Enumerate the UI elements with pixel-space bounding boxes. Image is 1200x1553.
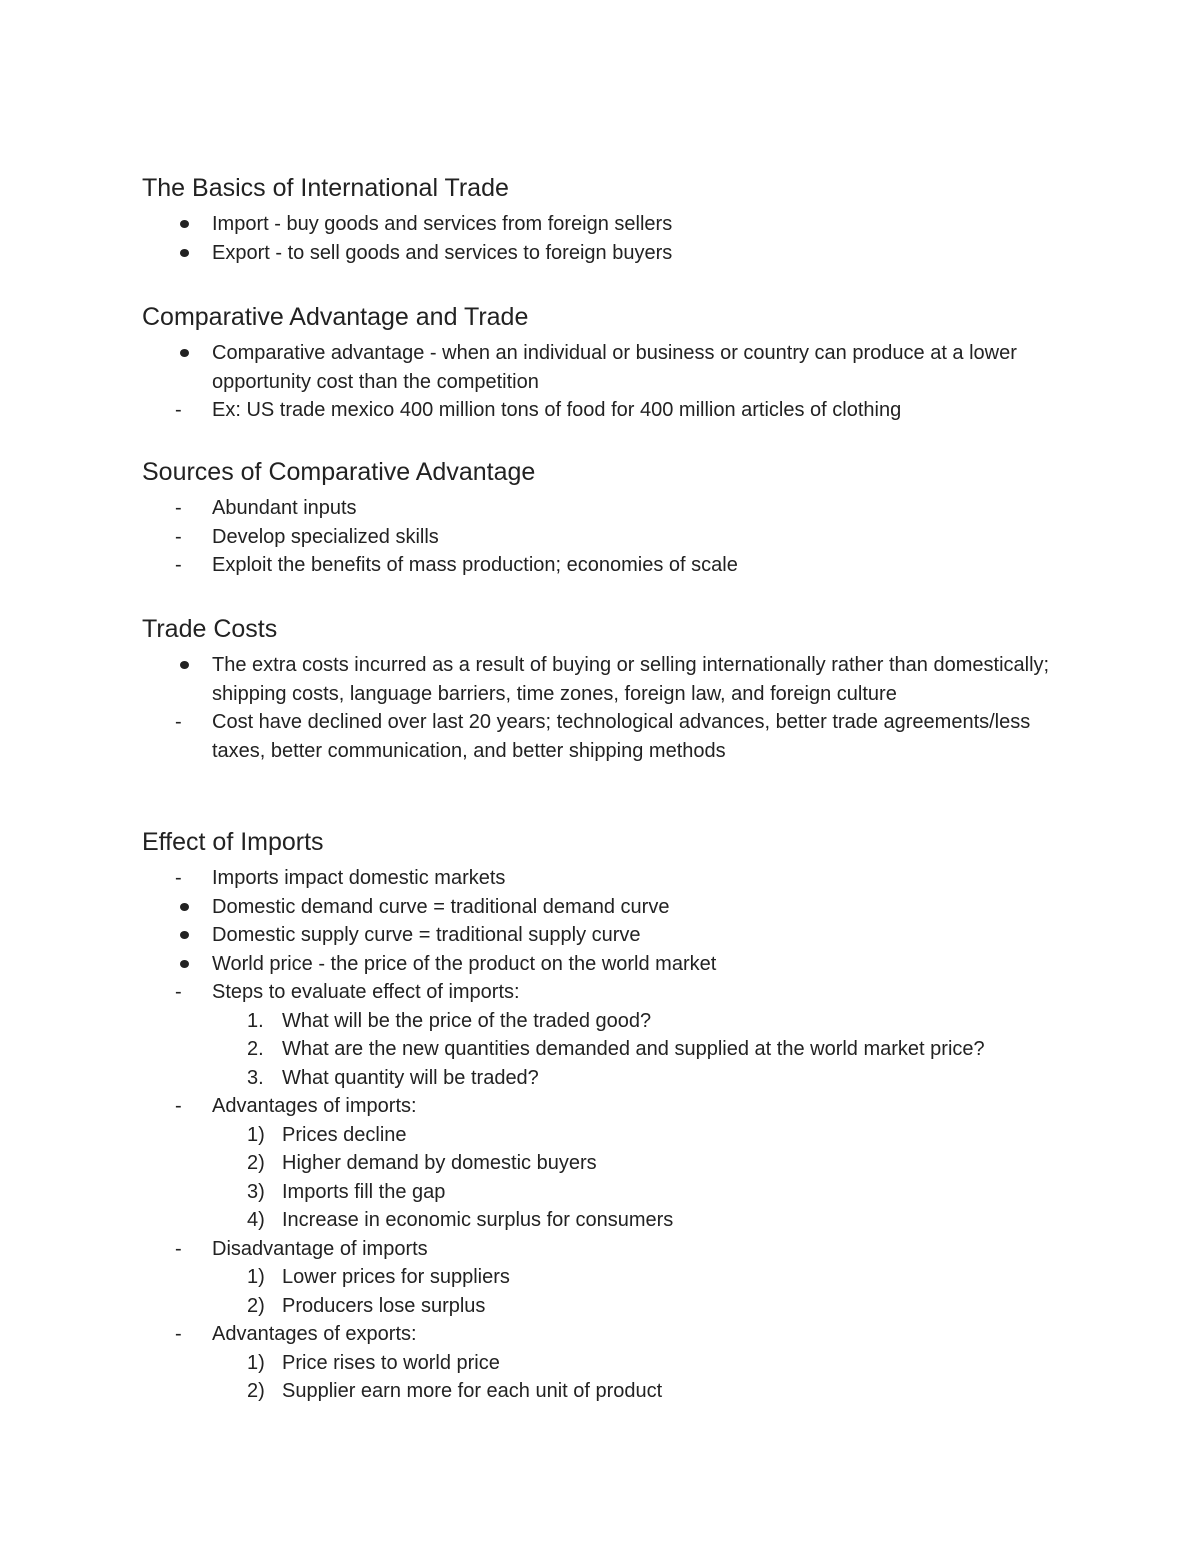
numbered-list-item	[142, 1178, 1062, 1207]
list-item-text: Supplier earn more for each unit of product	[282, 1380, 663, 1402]
list-number: 3.	[247, 1066, 264, 1089]
bullet-list	[142, 651, 1062, 765]
bullet-dot-icon	[180, 661, 189, 669]
bullet-dot-icon	[180, 960, 189, 968]
list-item	[142, 396, 1062, 425]
list-item	[142, 708, 1062, 765]
dash-icon: -	[175, 981, 182, 1003]
section-comparative-advantage-and-trade	[142, 302, 1062, 425]
dash-icon: -	[175, 399, 182, 421]
list-item	[142, 210, 1062, 239]
numbered-list-item	[142, 1007, 1062, 1036]
section-heading: Effect of Imports	[142, 828, 324, 856]
numbered-list-item	[142, 1377, 1062, 1406]
section-heading: Trade Costs	[142, 615, 278, 643]
list-item-text: Advantages of imports:	[212, 1095, 417, 1117]
numbered-list-item	[142, 1292, 1062, 1321]
list-item-text: Export - to sell goods and services to foreign buyers	[212, 241, 673, 264]
list-item	[142, 978, 1062, 1007]
list-item-text: Develop specialized skills	[212, 525, 439, 548]
dash-icon: -	[175, 867, 182, 889]
list-item-text: Imports fill the gap	[282, 1180, 446, 1203]
list-item	[142, 1320, 1062, 1349]
bullet-list	[142, 339, 1062, 425]
list-item	[142, 339, 1062, 396]
list-number: 2)	[247, 1152, 265, 1174]
numbered-list-item	[142, 1349, 1062, 1378]
list-number: 1)	[247, 1123, 265, 1146]
list-item	[142, 893, 1062, 922]
list-item	[142, 921, 1062, 950]
list-item-text: Price rises to world price	[282, 1351, 500, 1374]
list-item-text: Ex: US trade mexico 400 million tons of food for 400 million articles of clothing	[212, 399, 902, 421]
list-item	[142, 239, 1062, 268]
bullet-dot-icon	[180, 220, 189, 228]
list-item-text: Disadvantage of imports	[212, 1237, 428, 1260]
list-item-text: Cost have declined over last 20 years; technological advances, better trade agreements/less taxes, better communication, and better shipping methods	[212, 711, 1031, 762]
list-item-text: Advantages of exports:	[212, 1323, 417, 1345]
dash-icon: -	[175, 1237, 182, 1260]
list-item	[142, 651, 1062, 708]
bullet-list	[142, 864, 1062, 1406]
list-item-text: Domestic supply curve = traditional supply curve	[212, 924, 641, 946]
section-heading: Sources of Comparative Advantage	[142, 458, 536, 486]
list-item-text: Abundant inputs	[212, 497, 357, 519]
list-item	[142, 551, 1062, 580]
list-number: 1.	[247, 1009, 264, 1032]
numbered-list-item	[142, 1149, 1062, 1178]
list-item-text: Steps to evaluate effect of imports:	[212, 981, 520, 1003]
section-heading: Comparative Advantage and Trade	[142, 303, 529, 331]
list-item-text: Producers lose surplus	[282, 1294, 486, 1317]
list-item	[142, 494, 1062, 523]
list-item-text: Domestic demand curve = traditional demand curve	[212, 895, 670, 918]
list-item-text: Exploit the benefits of mass production; economies of scale	[212, 554, 738, 576]
list-number: 3)	[247, 1180, 265, 1203]
list-item-text: Lower prices for suppliers	[282, 1266, 510, 1288]
section-heading: The Basics of International Trade	[142, 174, 509, 202]
list-item	[142, 950, 1062, 979]
numbered-list-item	[142, 1206, 1062, 1235]
bullet-list	[142, 494, 1062, 580]
section-effect-of-imports	[142, 827, 1062, 1406]
list-number: 1)	[247, 1351, 265, 1374]
list-item	[142, 1092, 1062, 1121]
list-item-text: Increase in economic surplus for consumers	[282, 1209, 674, 1231]
list-item-text: Higher demand by domestic buyers	[282, 1152, 597, 1174]
bullet-dot-icon	[180, 349, 189, 357]
numbered-list-item	[142, 1263, 1062, 1292]
list-item-text: What will be the price of the traded good?	[282, 1009, 652, 1032]
list-item	[142, 523, 1062, 552]
dash-icon: -	[175, 525, 182, 548]
list-item-text: The extra costs incurred as a result of buying or selling internationally rather than domestically; shipping costs, language barriers, time zones, foreign law, and foreign culture	[212, 654, 1050, 705]
section-sources-of-comparative-advantage	[142, 457, 1062, 580]
bullet-dot-icon	[180, 249, 189, 257]
list-number: 2)	[247, 1294, 265, 1317]
list-number: 4)	[247, 1209, 265, 1231]
section-trade-costs	[142, 614, 1062, 765]
list-item-text: Imports impact domestic markets	[212, 867, 506, 889]
list-item-text: World price - the price of the product on the world market	[212, 952, 717, 975]
numbered-list-item	[142, 1064, 1062, 1093]
list-number: 1)	[247, 1266, 265, 1288]
dash-icon: -	[175, 554, 182, 576]
numbered-list-item	[142, 1035, 1062, 1064]
list-item-text: Comparative advantage - when an individual or business or country can produce at a lower opportunity cost than the competition	[212, 342, 1017, 393]
section-basics-of-international-trade	[142, 173, 1062, 267]
bullet-dot-icon	[180, 903, 189, 911]
dash-icon: -	[175, 497, 182, 519]
bullet-dot-icon	[180, 931, 189, 939]
numbered-list-item	[142, 1121, 1062, 1150]
list-item-text: Prices decline	[282, 1123, 407, 1146]
list-item-text: Import - buy goods and services from foreign sellers	[212, 213, 673, 235]
dash-icon: -	[175, 1095, 182, 1117]
list-item	[142, 1235, 1062, 1264]
dash-icon: -	[175, 711, 182, 733]
list-number: 2.	[247, 1038, 264, 1060]
dash-icon: -	[175, 1323, 182, 1345]
list-item-text: What quantity will be traded?	[282, 1066, 539, 1089]
bullet-list	[142, 210, 1062, 267]
list-item	[142, 864, 1062, 893]
list-number: 2)	[247, 1380, 265, 1402]
list-item-text: What are the new quantities demanded and supplied at the world market price?	[282, 1038, 985, 1060]
